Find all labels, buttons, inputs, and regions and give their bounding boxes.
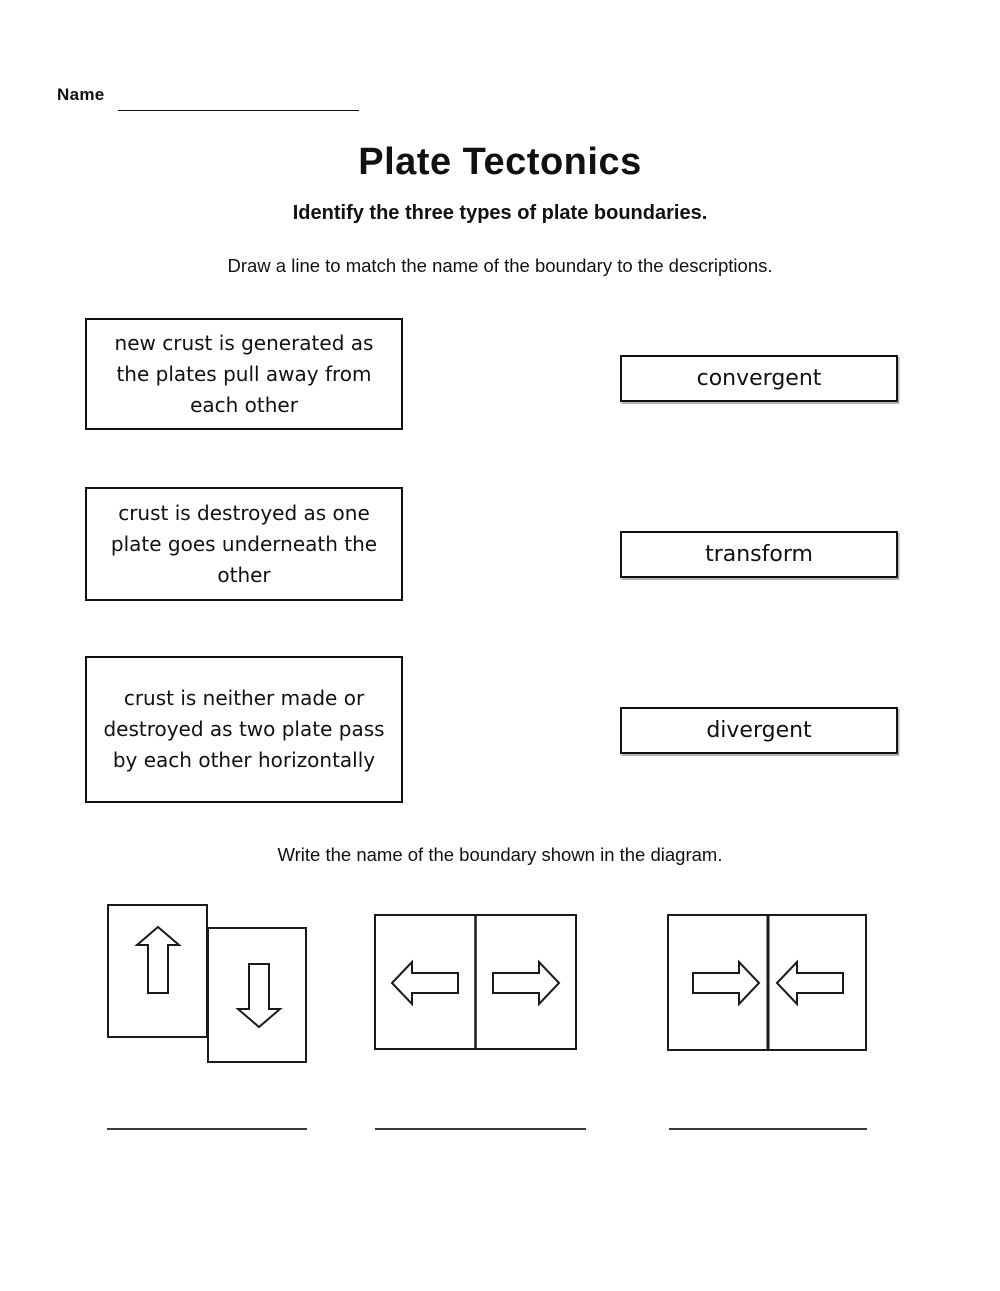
page-title: Plate Tectonics: [358, 141, 642, 183]
label-text: convergent: [696, 366, 822, 391]
matching-instruction: Draw a line to match the name of the boundary to the descriptions.: [227, 255, 773, 276]
diagram-plates-moving-together: [667, 914, 869, 1053]
description-box-convergent[interactable]: [85, 487, 403, 601]
label-box-convergent[interactable]: [620, 355, 898, 402]
label-box-divergent[interactable]: [620, 707, 898, 754]
description-text: new crust is generated as the plates pull away from each other: [114, 330, 374, 417]
description-box-transform[interactable]: [85, 656, 403, 803]
answer-line-3[interactable]: [669, 1128, 867, 1130]
description-text: crust is destroyed as one plate goes underneath the other: [110, 500, 378, 587]
name-input-line[interactable]: [118, 86, 359, 111]
diagram-instruction: Write the name of the boundary shown in the diagram.: [277, 844, 723, 865]
label-text: transform: [705, 542, 813, 567]
description-box-divergent[interactable]: [85, 318, 403, 430]
label-text: divergent: [706, 718, 812, 743]
label-box-transform[interactable]: [620, 531, 898, 578]
name-label: Name: [57, 85, 105, 104]
diagram-plates-sliding-vertically: [107, 904, 309, 1064]
description-text: crust is neither made or destroyed as two plate pass by each other horizontally: [103, 686, 385, 772]
answer-line-1[interactable]: [107, 1128, 307, 1130]
answer-line-2[interactable]: [375, 1128, 586, 1130]
diagram-plates-moving-apart: [374, 914, 578, 1051]
page-subtitle: Identify the three types of plate boundaries.: [292, 202, 708, 224]
